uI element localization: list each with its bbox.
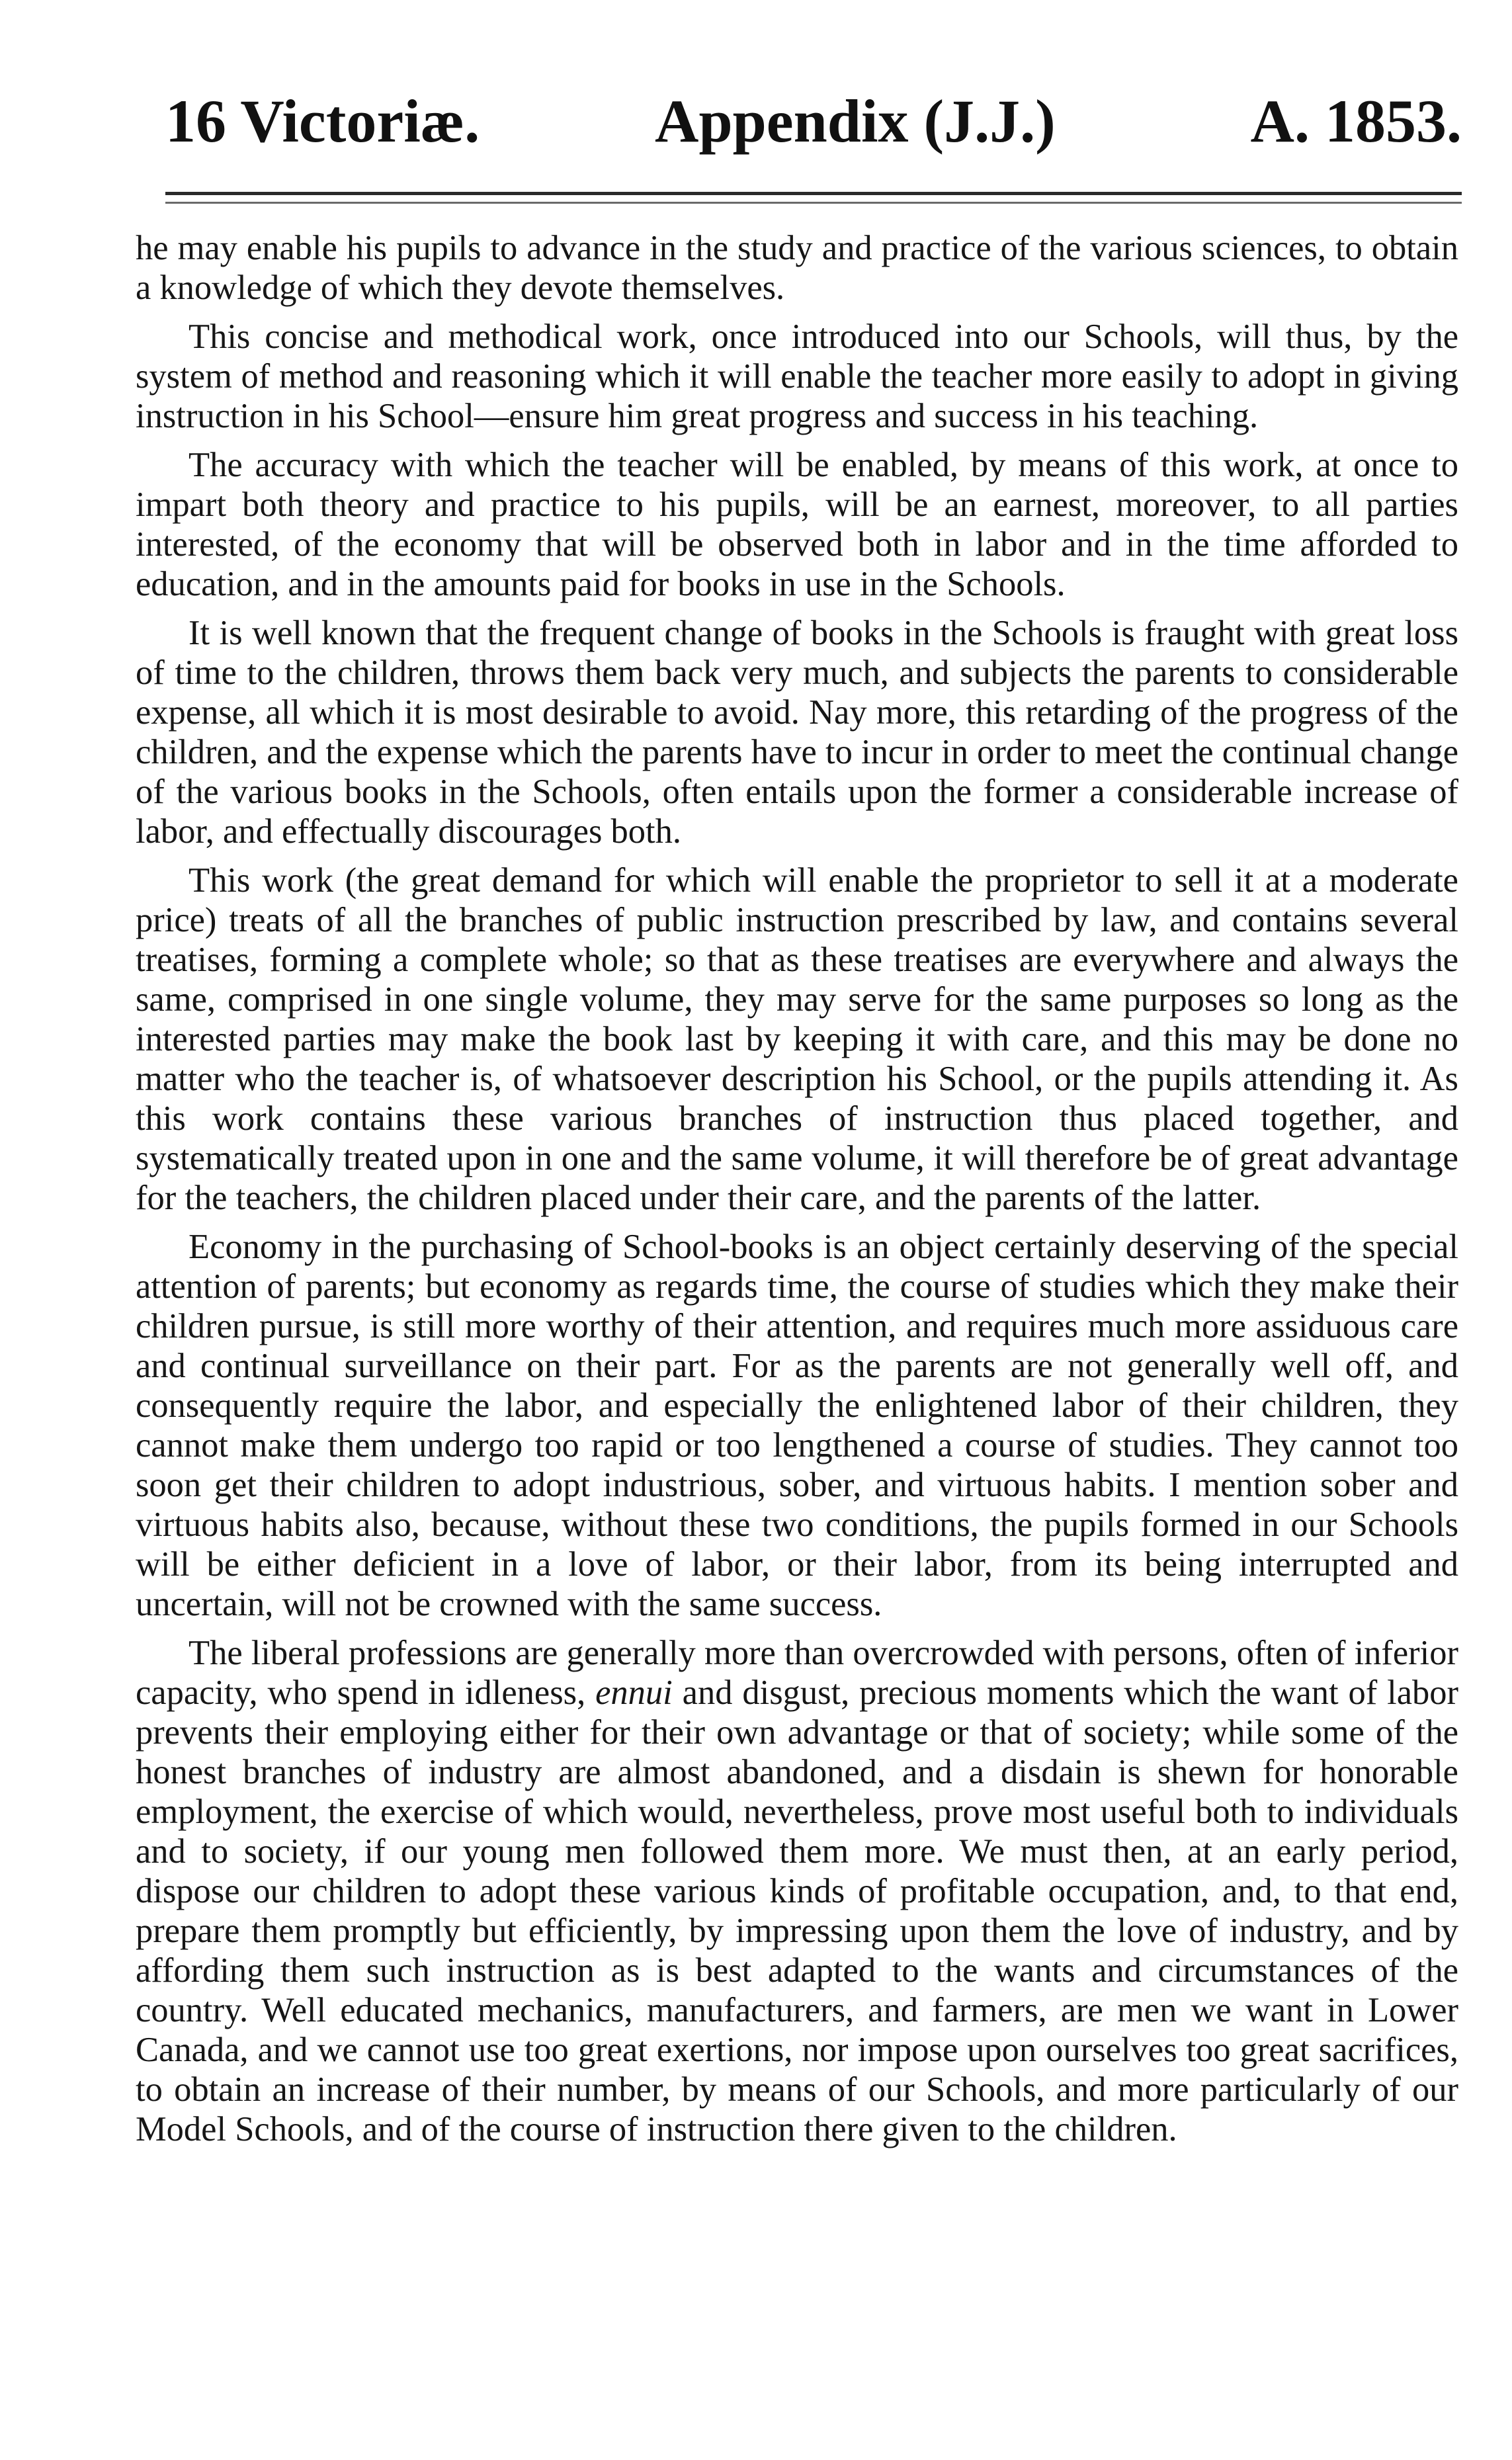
page-header [165, 78, 1462, 177]
italic-word: ennui [595, 1674, 673, 1712]
header-appendix: Appendix (J.J.) [655, 87, 1056, 155]
paragraph-text: and disgust, precious moments which the want of labor prevents their employing either for their own advantage or that of society; while some of the honest branches of industry are almost abandoned, and a disdain is shewn for honorable employment, the exercise of which would, nevertheless, prove most useful both to individuals and to society, if our young men followed them more. We must then, at an early period, dispose our children to adopt these various kinds of profitable occupation, and, to that end, prepare them promptly but efficiently, by impressing upon them the love of industry, and by affording them such instruction as is best adapted to the wants and circumstances of the country. Well educated mechanics, manufacturers, and farmers, are men we want in Lower Canada, and we cannot use too great exertions, nor impose upon ourselves too great sacrifices, to obtain an increase of their number, by means of our Schools, and more particularly of our Model Schools, and of the course of instruction there given to the children. [136, 1674, 1459, 2148]
header-rule-thin [165, 202, 1462, 204]
paragraph-continuation: he may enable his pupils to advance in the study and practice of the various sciences, to obtain a knowledge of which they devote themselves. [136, 229, 1458, 307]
header-year: A. 1853. [1250, 87, 1462, 155]
paragraph: It is well known that the frequent change of books in the Schools is fraught with great loss of time to the children, throws them back very much, and subjects the parents to considerable expense, all which it is most desirable to avoid. Nay more, this retarding of the progress of the children, and the expense which the parents have to incur in order to meet the continual change of the various books in the Schools, often entails upon the former a considerable increase of labor, and effectually discourages both. [136, 614, 1458, 851]
header-rule-thick [165, 192, 1462, 195]
paragraph: The accuracy with which the teacher will be enabled, by means of this work, at once to impart both theory and practice to his pupils, will be an earnest, moreover, to all parties interested, of the economy that will be observed both in labor and in the time afforded to education, and in the amounts paid for books in use in the Schools. [136, 446, 1458, 603]
paragraph: This concise and methodical work, once introduced into our Schools, will thus, by the system of method and reasoning which it will enable the teacher more easily to adopt in giving instruction in his School—ensure him great progress and success in his teaching. [136, 318, 1458, 435]
paragraph-text: The liberal professions are generally more than overcrowded with persons, often of inferior capacity, who spend in idleness, [136, 1634, 1458, 1712]
paragraph [136, 1633, 1458, 2149]
paragraph: Economy in the purchasing of School-books is an object certainly deserving of the special attention of parents; but economy as regards time, the course of studies which they make their children pursue, is still more worthy of their attention, and requires much more assiduous care and continual surveillance on their part. For as the parents are not generally well off, and consequently require the labor, and especially the enlightened labor of their children, they cannot make them undergo too rapid or too lengthened a course of studies. They cannot too soon get their children to adopt industrious, sober, and virtuous habits. I mention sober and virtuous habits also, because, without these two conditions, the pupils formed in our Schools will be either deficient in a love of labor, or their labor, from its being interrupted and uncertain, will not be crowned with the same success. [136, 1228, 1458, 1623]
body-text [136, 228, 1458, 2158]
paragraph: This work (the great demand for which will enable the proprietor to sell it at a moderate price) treats of all the branches of public instruction prescribed by law, and contains several treatises, forming a complete whole; so that as these treatises are everywhere and always the same, comprised in one single volume, they may serve for the same purposes so long as the interested parties may make the book last by keeping it with care, and this may be done no matter who the teacher is, of whatsoever description his School, or the pupils attending it. As this work contains these various branches of instruction thus placed together, and systematically treated upon in one and the same volume, it will therefore be of great advantage for the teachers, the children placed under their care, and the parents of the latter. [136, 861, 1458, 1217]
header-session: 16 Victoriæ. [165, 87, 480, 155]
